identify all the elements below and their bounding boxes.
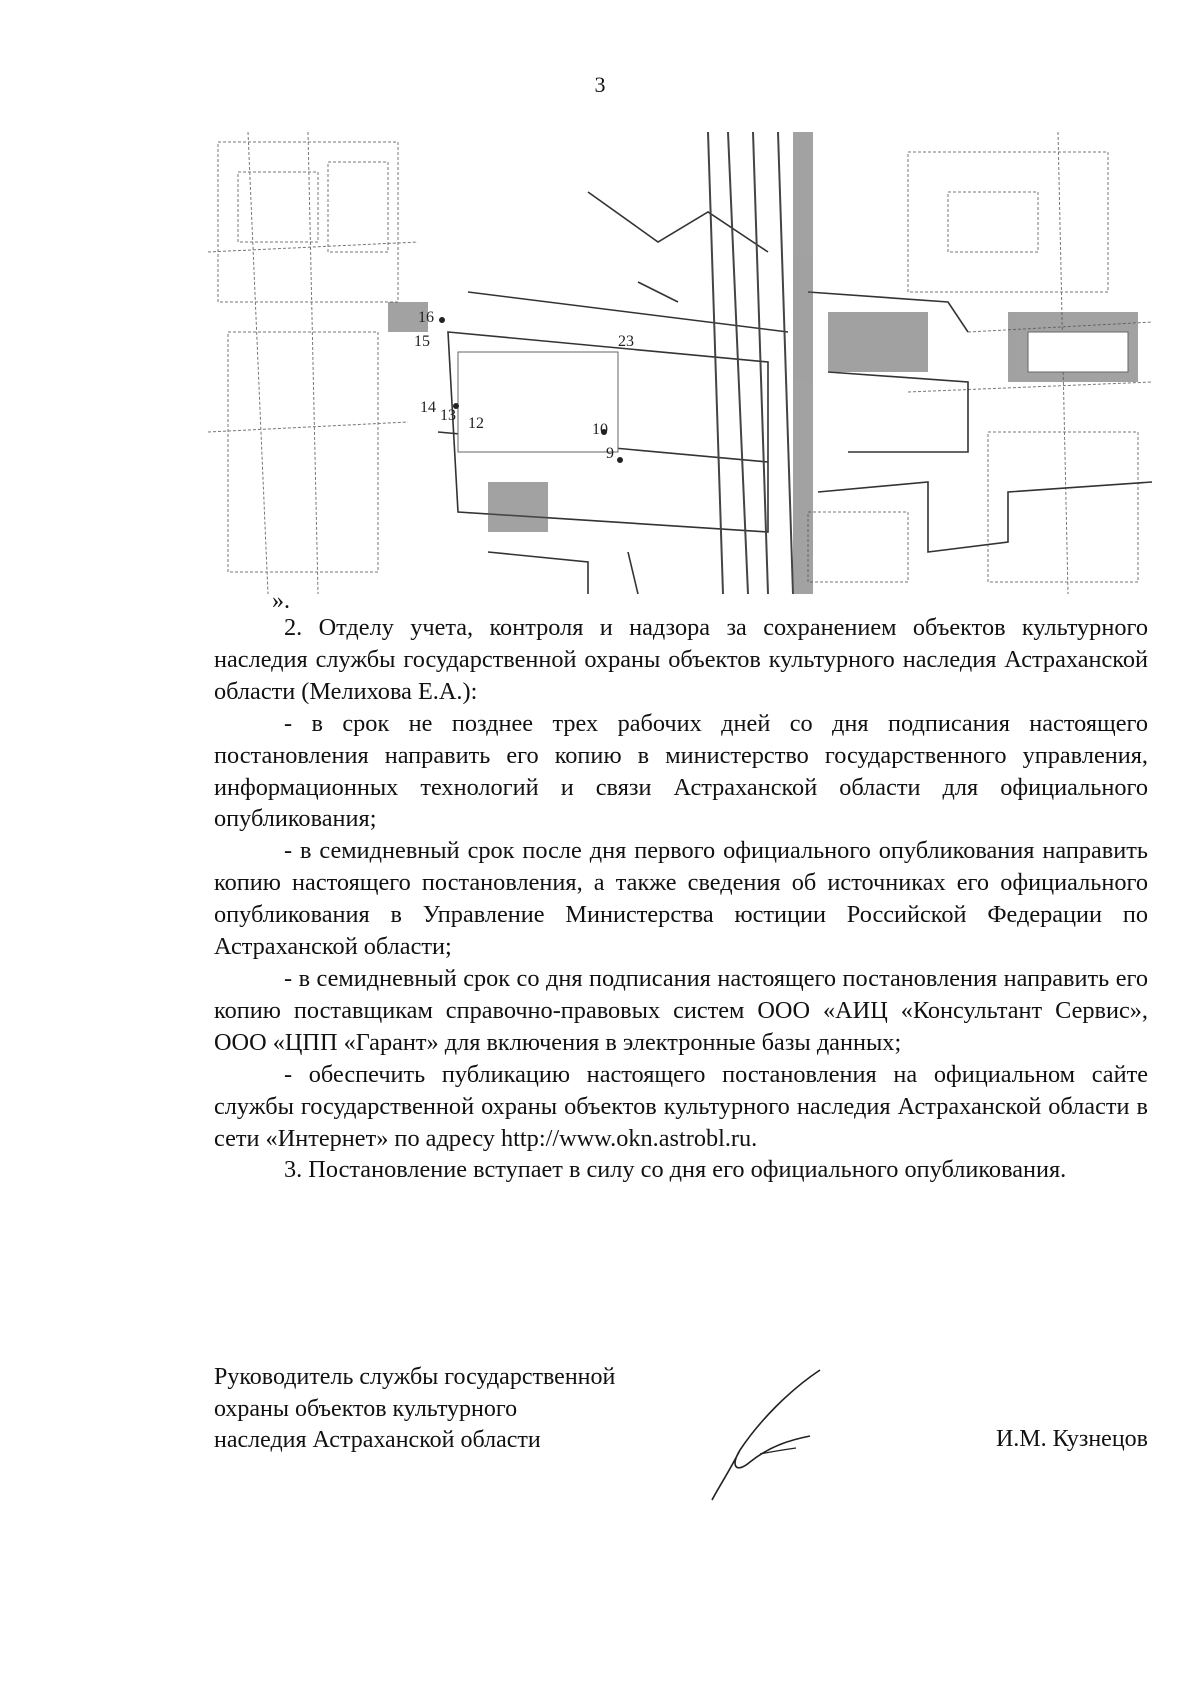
map-label: 23 bbox=[618, 333, 634, 350]
quote-close: ». bbox=[272, 588, 290, 614]
map-label: 16 bbox=[418, 309, 434, 326]
map-label: 9 bbox=[606, 445, 614, 462]
paragraph-bullet-3: - в семидневный срок со дня подписания настоящего постановления направить его копию поставщикам справочно-правовых систем ООО «АИЦ «Консультант Сервис», ООО «ЦПП «Гарант» для включения в электронные базы данных; bbox=[214, 964, 1148, 1056]
paragraph-bullet-2: - в семидневный срок после дня первого официального опубликования направить копию настоящего постановления, а также сведения об источниках его официального опубликования в Управление Министерства юстиции Российской Федерации по Астраханской области; bbox=[214, 837, 1148, 961]
map-label: 12 bbox=[468, 415, 484, 432]
map-label: 15 bbox=[414, 333, 430, 350]
paragraph-bullet-4: - обеспечить публикацию настоящего постановления на официальном сайте службы государственной охраны объектов культурного наследия Астраханской области в сети «Интернет» по адресу http://www.okn.astrobl.ru. bbox=[214, 1060, 1148, 1152]
document-body bbox=[214, 612, 1148, 1186]
signer-position-line: наследия Астраханской области bbox=[214, 1427, 541, 1453]
paragraph-3: 3. Постановление вступает в силу со дня его официального опубликования. bbox=[284, 1156, 1067, 1184]
map-label: 10 bbox=[592, 421, 608, 438]
signer-name: И.М. Кузнецов bbox=[995, 1426, 1148, 1452]
map-label: 14 bbox=[420, 399, 436, 416]
signer-position-line: Руководитель службы государственной bbox=[214, 1364, 616, 1390]
signer-position bbox=[214, 1362, 615, 1457]
cadastral-map bbox=[208, 132, 1152, 594]
signer-position-line: охраны объектов культурного bbox=[214, 1395, 518, 1422]
handwritten-signature bbox=[700, 1350, 860, 1510]
paragraph-bullet-1: - в срок не позднее трех рабочих дней со дня подписания настоящего постановления направить его копию в министерство государственного управления, информационных технологий и связи Астраханской области для официального опубликования; bbox=[214, 709, 1148, 833]
paragraph-2: 2. Отделу учета, контроля и надзора за сохранением объектов культурного наследия службы государственной охраны объектов культурного наследия Астраханской области (Мелихова Е.А.): bbox=[214, 614, 1148, 705]
page-number: 3 bbox=[594, 72, 606, 97]
map-label: 13 bbox=[440, 407, 456, 424]
